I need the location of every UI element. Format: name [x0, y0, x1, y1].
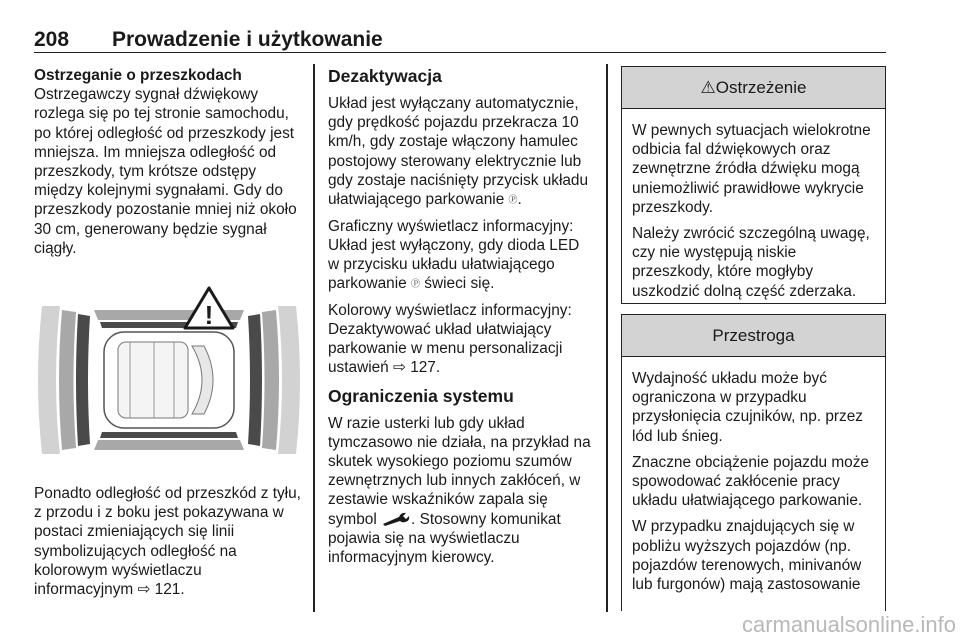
- obstacle-warning-section: [34, 66, 302, 258]
- paragraph-text: W razie usterki lub gdy układ tymczasowo nie działa, na przykład na skutek wysokiego poziomu szumów zewnętrznych lub innych zakłóceń, w zestawie wskaźników zapala się symbol: [328, 414, 591, 528]
- paragraph: [328, 217, 594, 294]
- column-divider: [606, 64, 608, 612]
- paragraph-text: Układ jest wyłączany automatycznie, gdy prędkość pojazdu przekracza 10 km/h, gdy zostaje włączony hamulec postojowy sterowany elektrycznie lub gdy zostaje naciśnięty przycisk układu ułatwiającego parkowanie: [328, 95, 589, 209]
- rear-zones: [38, 306, 90, 454]
- paragraph: Ponadto odległość od przeszkód z tyłu, z przodu i z boku jest pokazywana w postaci zmieniających się linii symbolizujących odległość na kolorowym wyświetlaczu informacyjnym ⇨ 121.: [34, 485, 301, 599]
- page-title: Prowadzenie i użytkowanie: [112, 28, 383, 51]
- park-assist-icon: Ⓟ: [411, 278, 421, 289]
- caution-box-body: [622, 357, 885, 594]
- heading-limitations: Ograniczenia systemu: [328, 385, 514, 406]
- paragraph-text: świeci się.: [424, 275, 495, 293]
- column-1: [34, 66, 302, 265]
- box-title-text: Ostrzeżenie: [715, 78, 807, 97]
- paragraph-text: .: [517, 191, 522, 209]
- paragraph: [328, 94, 594, 210]
- paragraph: W przypadku znajdujących się w pobliżu wyższych pojazdów (np. pojazdów terenowych, minivanów lub furgonów) mają zastosowanie: [632, 518, 862, 594]
- car-icon: [104, 332, 234, 428]
- paragraph: Należy zwrócić szczególną uwagę, czy nie występują niskie przeszkody, które mogłyby uszkodzić dolną część zderzaka.: [632, 225, 870, 300]
- page-header: [34, 26, 886, 53]
- warning-triangle-icon: ⚠: [700, 78, 716, 97]
- paragraph: W pewnych sytuacjach wielokrotne odbicia fal dźwiękowych oraz zewnętrzne źródła dźwięku mogą uniemożliwić prawidłowe wykrycie przeszkody.: [632, 122, 871, 216]
- park-assist-icon: Ⓟ: [508, 194, 518, 205]
- warning-box: [621, 66, 886, 304]
- paragraph: Wydajność układu może być ograniczona w przypadku przysłonięcia czujników, np. przez lód lub śnieg.: [632, 370, 863, 445]
- warning-box-title: [622, 67, 885, 109]
- paragraph: Ostrzegawczy sygnał dźwiękowy rozlega się po tej stronie samochodu, po której odległość od przeszkody jest mniejsza. Im mniejsza odległość od przeszkody, tym krótsze odstępy między kolejnymi sygnałami. Gdy do przeszkody pozostanie mniej niż około 30 cm, generowany będzie sygnał ciągły.: [34, 86, 297, 257]
- heading-deactivation: Dezaktywacja: [328, 66, 442, 86]
- page-number: 208: [34, 28, 70, 51]
- warning-box-body: [622, 109, 885, 301]
- paragraph: Znaczne obciążenie pojazdu może spowodować zakłócenie pracy układu ułatwiającego parkowanie.: [632, 453, 869, 510]
- subheading: Ostrzeganie o przeszkodach: [34, 67, 242, 84]
- column-1-lower: [34, 484, 302, 606]
- caution-box: [621, 314, 886, 611]
- paragraph-text: . Stosowny komunikat pojawia się na wyświetlaczu informacyjnym kierowcy.: [328, 510, 561, 566]
- front-zones: [248, 306, 300, 454]
- column-divider: [313, 64, 315, 612]
- svg-text:!: !: [204, 300, 214, 330]
- paragraph: Kolorowy wyświetlacz informacyjny: Dezaktywować układ ułatwiający parkowanie w menu personalizacji ustawień ⇨ 127.: [328, 301, 572, 377]
- paragraph: [328, 414, 594, 568]
- paragraph-text: Graficzny wyświetlacz informacyjny: Układ jest wyłączony, gdy dioda LED w przycisku układu ułatwiającego parkowanie: [328, 217, 580, 293]
- warning-triangle-icon: [185, 288, 233, 330]
- caution-box-title: Przestroga: [622, 315, 885, 357]
- parking-sensor-illustration: [34, 280, 304, 478]
- watermark: carmanualsonline.info: [741, 612, 956, 637]
- wrench-icon: [381, 512, 411, 526]
- column-2: [328, 66, 594, 574]
